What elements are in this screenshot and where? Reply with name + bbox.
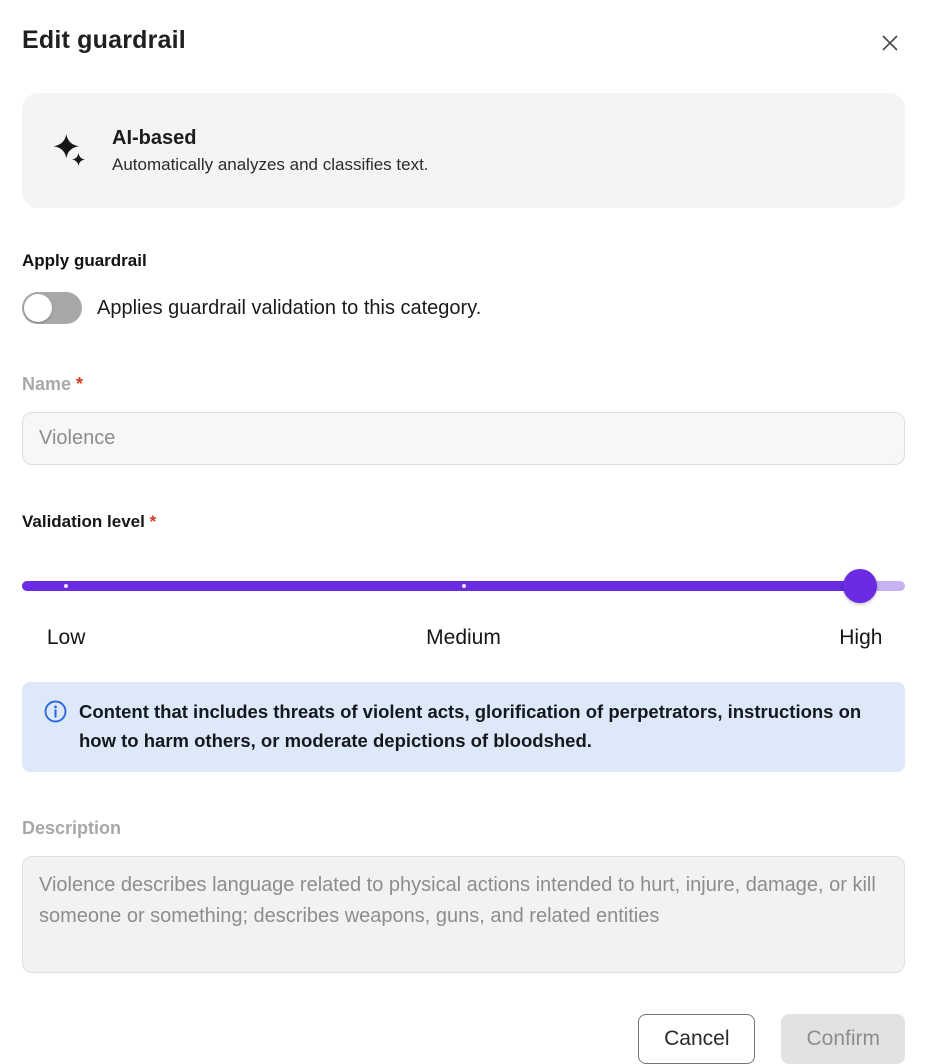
guardrail-type-card bbox=[22, 93, 905, 208]
type-card-description: Automatically analyzes and classifies text. bbox=[112, 154, 429, 174]
close-button[interactable] bbox=[875, 28, 905, 58]
validation-level-slider[interactable] bbox=[22, 569, 905, 603]
confirm-button[interactable]: Confirm bbox=[781, 1014, 905, 1064]
validation-required-marker: * bbox=[149, 512, 157, 531]
apply-guardrail-toggle[interactable] bbox=[22, 292, 82, 324]
cancel-button[interactable]: Cancel bbox=[638, 1014, 755, 1064]
name-input[interactable] bbox=[22, 412, 905, 465]
type-card-text bbox=[112, 127, 429, 175]
slider-label-medium[interactable]: Medium bbox=[426, 626, 501, 649]
toggle-knob bbox=[24, 294, 52, 322]
name-required-marker: * bbox=[76, 374, 84, 394]
apply-guardrail-caption: Applies guardrail validation to this category. bbox=[97, 296, 482, 319]
apply-guardrail-toggle-row bbox=[22, 292, 905, 324]
name-field-label bbox=[22, 374, 905, 395]
name-label-text: Name bbox=[22, 374, 72, 394]
slider-label-low[interactable]: Low bbox=[46, 626, 86, 649]
validation-label-text: Validation level bbox=[22, 512, 145, 531]
modal-title: Edit guardrail bbox=[22, 26, 186, 54]
description-field-label: Description bbox=[22, 818, 122, 838]
close-icon bbox=[879, 42, 901, 57]
modal-footer bbox=[22, 1014, 905, 1064]
slider-label-high[interactable]: High bbox=[839, 626, 883, 649]
apply-guardrail-label: Apply guardrail bbox=[22, 251, 147, 270]
slider-step-medium bbox=[462, 584, 466, 588]
type-card-title: AI-based bbox=[112, 126, 197, 149]
validation-level-label bbox=[22, 512, 905, 532]
info-icon bbox=[44, 700, 67, 723]
slider-fill bbox=[22, 581, 860, 591]
validation-info-alert bbox=[22, 682, 905, 772]
info-alert-text: Content that includes threats of violent acts, glorification of perpetrators, instructions on how to harm others, or moderate depictions of bloodshed. bbox=[79, 701, 862, 751]
slider-step-low bbox=[64, 584, 68, 588]
description-textarea[interactable] bbox=[22, 856, 905, 973]
slider-knob[interactable] bbox=[843, 569, 877, 603]
sparkle-icon bbox=[53, 133, 87, 169]
modal-header bbox=[22, 26, 905, 58]
slider-labels bbox=[22, 626, 905, 652]
